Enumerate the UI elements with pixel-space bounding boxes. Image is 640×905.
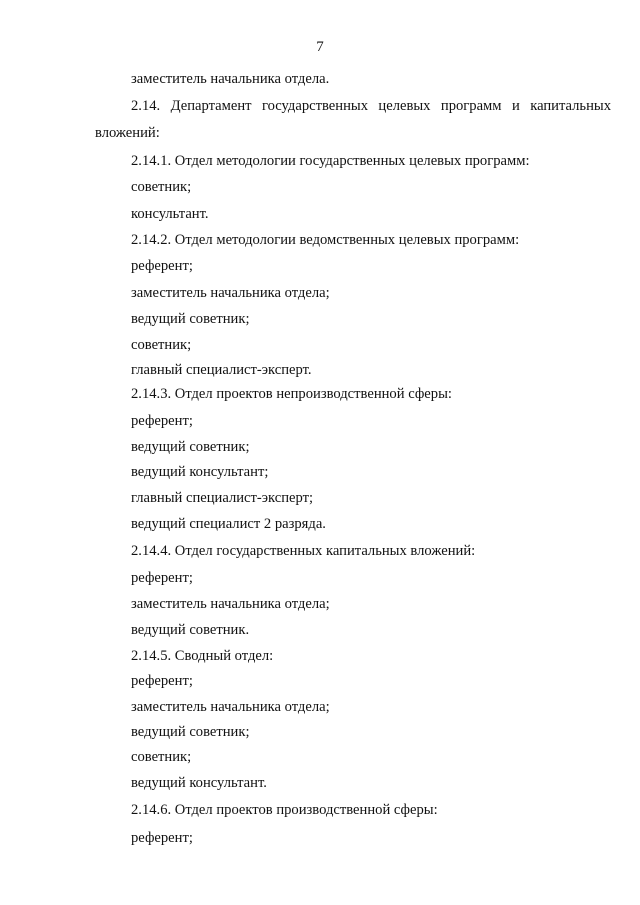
list-item: ведущий советник; [131,724,250,740]
list-item: консультант. [131,206,209,222]
list-item: референт; [131,258,193,274]
list-item: референт; [131,830,193,846]
list-item: ведущий специалист 2 разряда. [131,516,326,532]
list-item: главный специалист-эксперт; [131,490,314,506]
subsection-heading: 2.14.4. Отдел государственных капитальных вложений: [131,543,476,559]
list-item: главный специалист-эксперт. [131,362,312,378]
list-item: советник; [131,749,192,765]
list-item: ведущий консультант. [131,775,267,791]
list-item: советник; [131,337,192,353]
subsection-heading: 2.14.6. Отдел проектов производственной сферы: [131,802,438,818]
subsection-heading: 2.14.1. Отдел методологии государственных целевых программ: [131,153,530,169]
list-item: ведущий консультант; [131,464,269,480]
list-item: ведущий советник; [131,439,250,455]
list-item: референт; [131,413,193,429]
list-item: заместитель начальника отдела; [131,596,330,612]
subsection-heading: 2.14.5. Сводный отдел: [131,648,274,664]
section-heading-continuation: вложений: [95,125,160,141]
page-number: 7 [316,39,324,55]
list-item: советник; [131,179,192,195]
list-item: ведущий советник. [131,622,250,638]
section-heading: 2.14. Департамент государственных целевых программ и капитальных [131,98,611,114]
list-item: референт; [131,673,193,689]
list-item: заместитель начальника отдела; [131,285,330,301]
text-line: заместитель начальника отдела. [131,71,330,87]
list-item: заместитель начальника отдела; [131,699,330,715]
subsection-heading: 2.14.2. Отдел методологии ведомственных целевых программ: [131,232,520,248]
subsection-heading: 2.14.3. Отдел проектов непроизводственной сферы: [131,386,452,402]
list-item: референт; [131,570,193,586]
list-item: ведущий советник; [131,311,250,327]
